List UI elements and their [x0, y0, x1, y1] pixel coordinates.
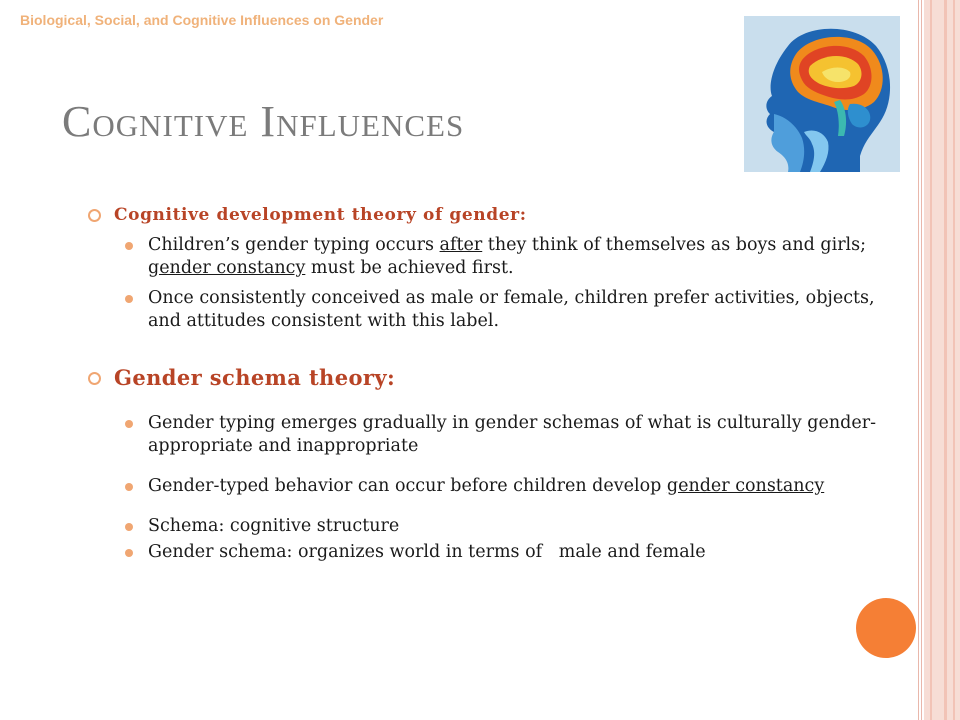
slide-title: Cognitive Influences	[62, 97, 465, 146]
border-stripe	[921, 0, 922, 720]
bullet-item	[88, 234, 908, 280]
section-heading-text: Gender schema theory:	[114, 365, 396, 390]
dot-bullet-icon	[125, 420, 133, 428]
bullet-item	[88, 287, 908, 333]
dot-bullet-icon	[125, 549, 133, 557]
border-stripe	[944, 0, 947, 720]
bullet-text: Once consistently conceived as male or female, children prefer activities, objects, and attitudes consistent with this label.	[148, 288, 875, 331]
underlined-term: gender constancy	[666, 476, 825, 496]
ring-bullet-icon	[88, 372, 101, 385]
brain-mri-icon	[744, 16, 900, 172]
bullet-item	[88, 541, 908, 564]
dot-bullet-icon	[125, 523, 133, 531]
content-area	[88, 200, 908, 564]
presentation-header: Biological, Social, and Cognitive Influences on Gender	[20, 12, 384, 28]
ring-bullet-icon	[88, 209, 101, 222]
bullet-text: Schema: cognitive structure	[148, 516, 400, 536]
border-stripe	[918, 0, 919, 720]
bullet-text: Gender schema: organizes world in terms of male and female	[148, 542, 706, 562]
underlined-term: after	[439, 235, 483, 255]
dot-bullet-icon	[125, 295, 133, 303]
section-heading	[88, 200, 908, 230]
bullet-text: Gender typing emerges gradually in gender schemas of what is culturally gender-appropriate and inappropriate	[148, 413, 876, 456]
underlined-term: gender constancy	[148, 258, 306, 278]
bullet-text: Gender-typed behavior can occur before children develop	[148, 476, 667, 496]
bullet-text: must be achieved first.	[305, 258, 514, 278]
decorative-circle	[856, 598, 916, 658]
border-stripe	[953, 0, 955, 720]
border-stripe	[930, 0, 932, 720]
bullet-text: they think of themselves as boys and girls;	[482, 235, 867, 255]
bullet-item	[88, 412, 908, 458]
bullet-item	[88, 515, 908, 538]
bullet-text: Children’s gender typing occurs	[148, 235, 440, 255]
dot-bullet-icon	[125, 242, 133, 250]
section-heading	[88, 361, 908, 395]
section-heading-text: Cognitive development theory of gender:	[114, 205, 527, 225]
bullet-item	[88, 475, 908, 498]
dot-bullet-icon	[125, 483, 133, 491]
